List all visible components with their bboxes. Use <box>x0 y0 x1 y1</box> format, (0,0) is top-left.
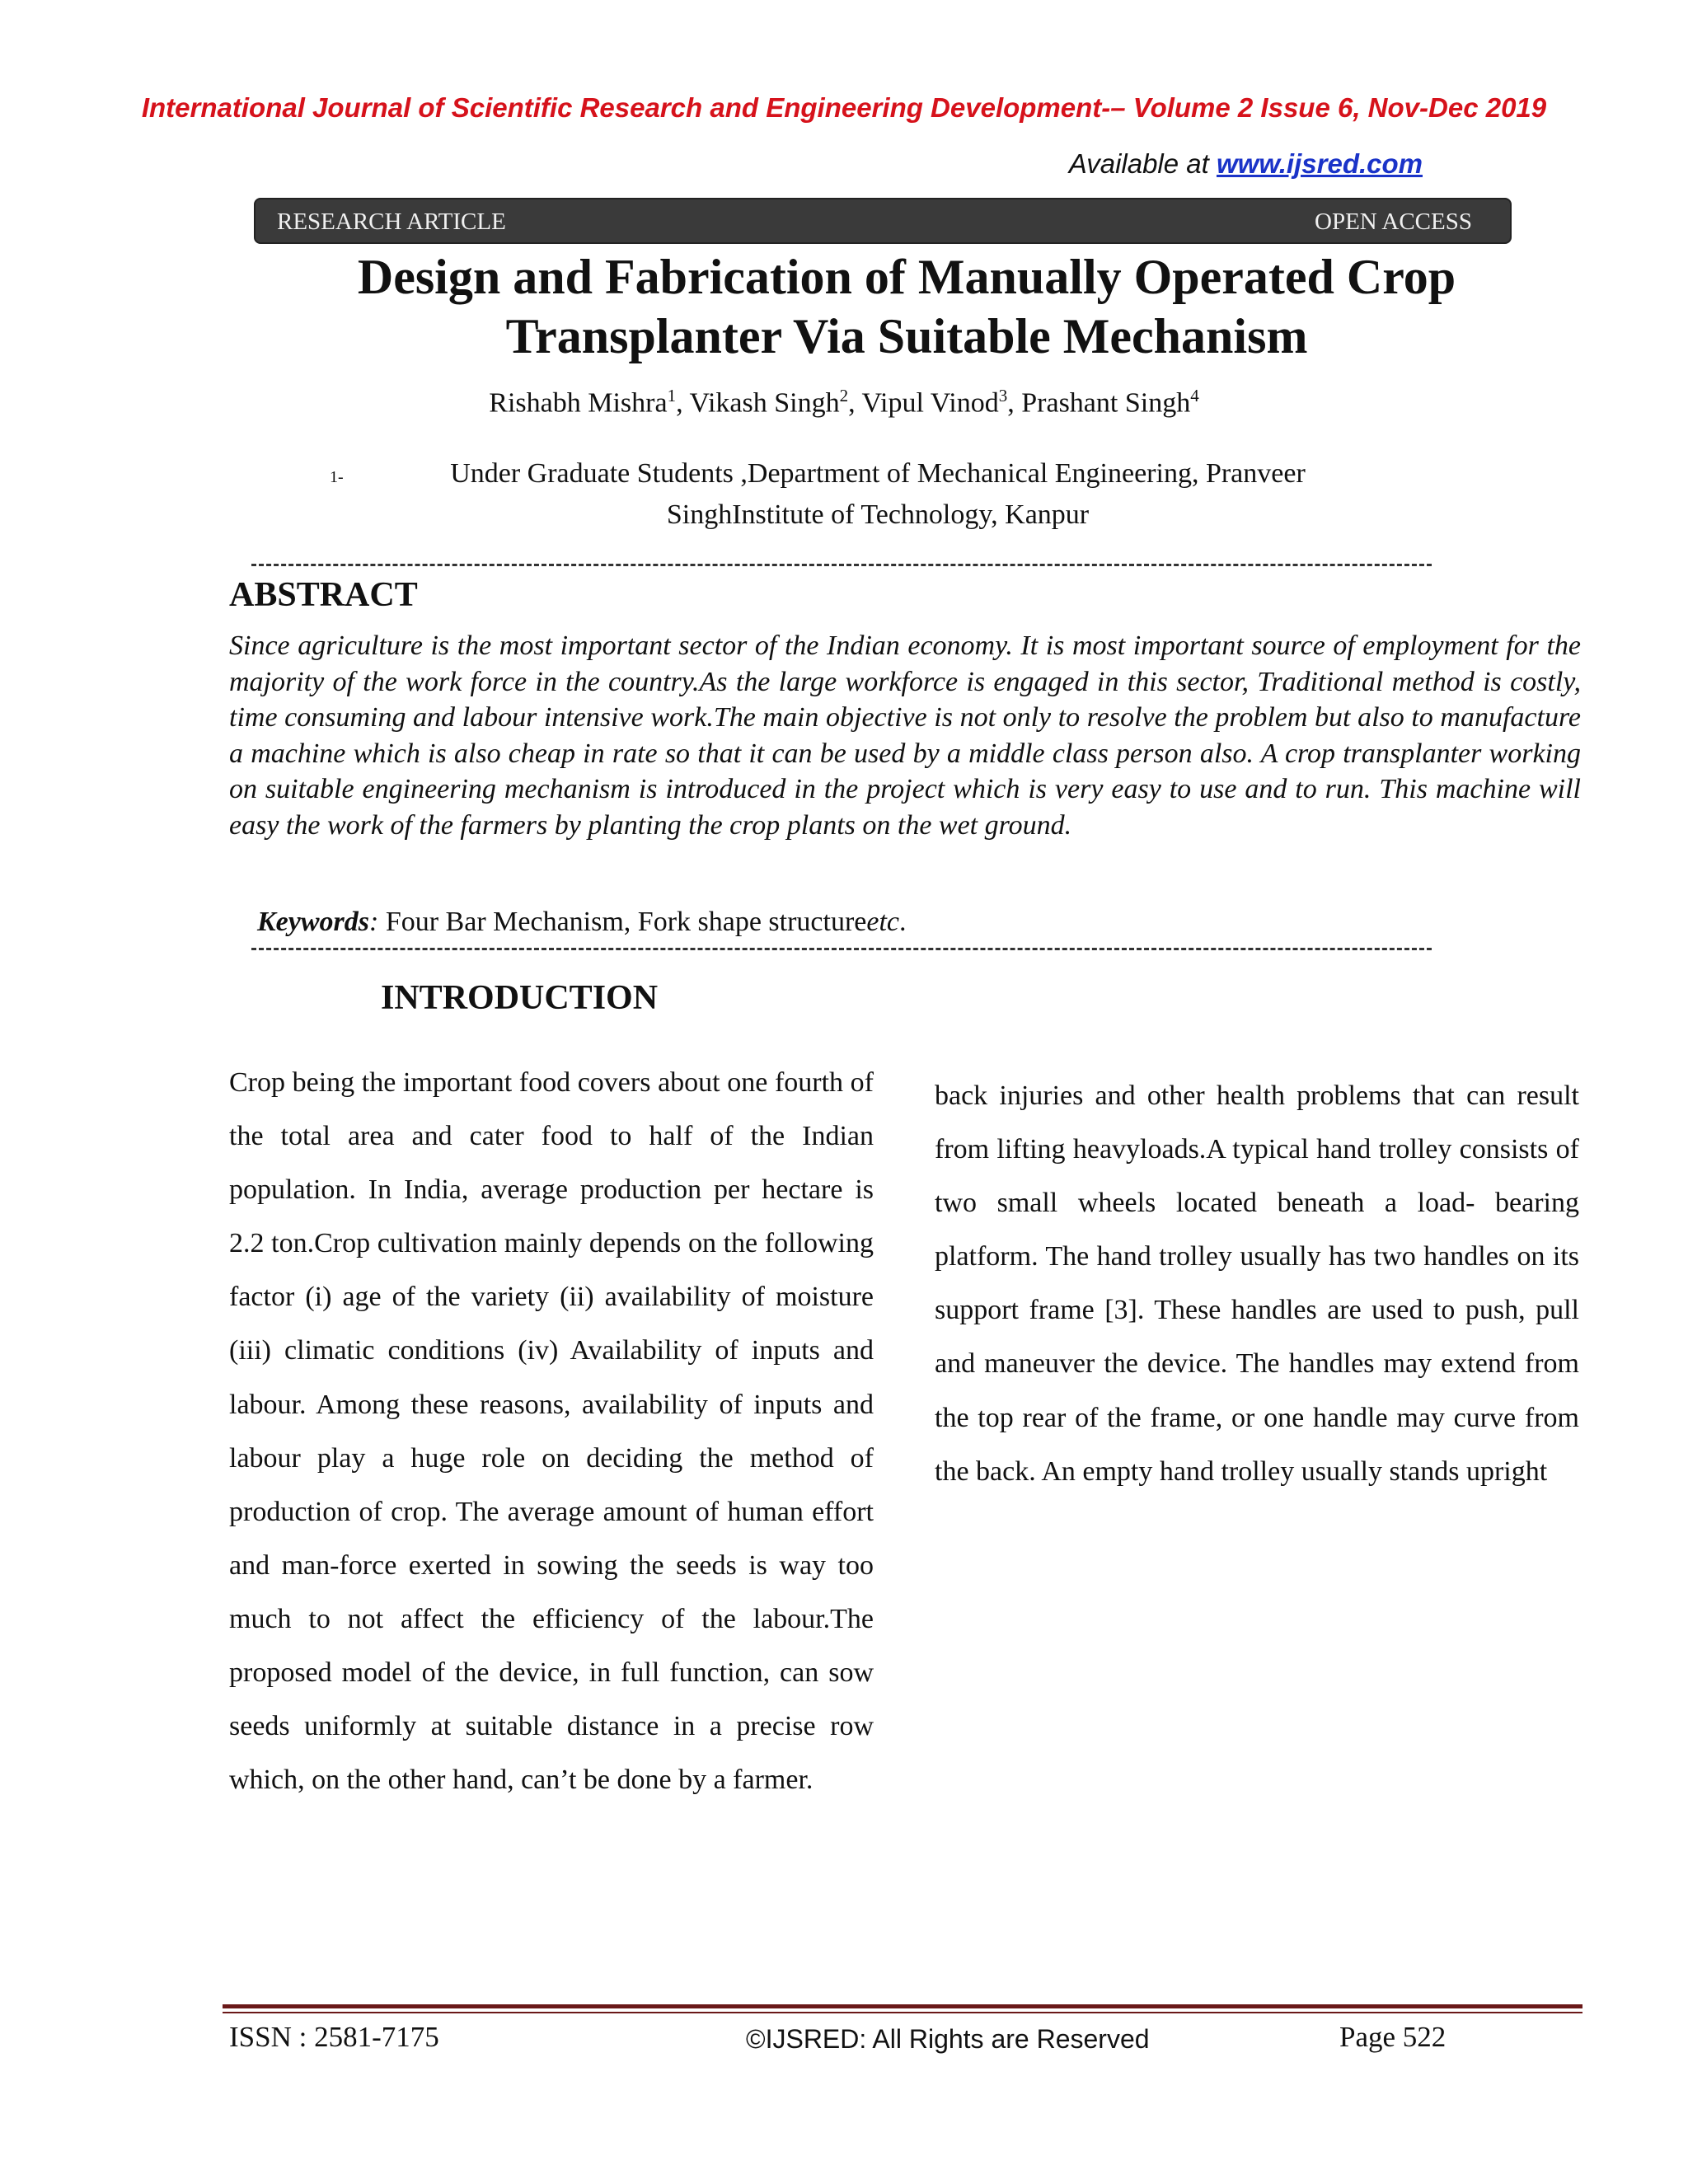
footer-rule <box>223 2012 1582 2013</box>
author-name: Vikash Singh <box>689 387 840 419</box>
article-type-banner <box>254 198 1512 244</box>
journal-header: International Journal of Scientific Research and Engineering Development-– Volume 2 Issue 6, Nov-Dec 2019 <box>141 92 1547 123</box>
author-name: Rishabh Mishra <box>489 387 668 419</box>
author-affiliation-mark: 1 <box>667 386 677 405</box>
keywords-colon: : <box>369 907 379 937</box>
author-affiliation-mark: 2 <box>839 386 849 405</box>
abstract-text: Since agriculture is the most important sector of the Indian economy. It is most important source of employment for the majority of the work force in the country.As the large workforce is engaged in this sector, Traditional method is costly, time consuming and labour intensive work.The main objective is not only to resolve the problem but also to manufacture a machine which is also cheap in rate so that it can be used by a middle class person also. A crop transplanter working on suitable engineering mechanism is introduced in the project which is very easy to use and to run. This machine will easy the work of the farmers by planting the crop plants on the wet ground. <box>229 630 1581 841</box>
journal-website-link[interactable]: www.ijsred.com <box>1216 148 1423 179</box>
footer-rule <box>223 2004 1582 2008</box>
open-access-label: OPEN ACCESS <box>1315 209 1472 235</box>
keywords-etc: etc <box>866 907 900 937</box>
copyright: ©IJSRED: All Rights are Reserved <box>746 2024 1150 2054</box>
dashed-divider <box>251 564 1432 566</box>
introduction-left-column: Crop being the important food covers about one fourth of the total area and cater food to half of the Indian population. In India, average production per hectare is 2.2 ton.Crop cultivation mainly depends on the following factor (i) age of the variety (ii) availability of moisture (iii) climatic conditions (iv) Availability of inputs and labour. Among these reasons, availability of inputs and labour play a huge role on deciding the method of production of crop. The average amount of human effort and man-force exerted in sowing the seeds is way too much to not affect the efficiency of the labour.The proposed model of the device, in full function, can sow seeds uniformly at suitable distance in a precise row which, on the other hand, can’t be done by a farmer. <box>229 1067 874 1796</box>
page-number: Page 522 <box>1339 2021 1447 2053</box>
affiliation-line: Under Graduate Students ,Department of Mechanical Engineering, Pranveer <box>450 458 1306 489</box>
author-affiliation-mark: 3 <box>998 386 1008 405</box>
affiliation <box>371 453 1385 536</box>
introduction-right-column: back injuries and other health problems that can result from lifting heavyloads.A typical hand trolley consists of two small wheels located beneath a load- bearing platform. The hand trolley usually has two handles on its support frame [3]. These handles are used to push, pull and maneuver the device. The handles may extend from the top rear of the frame, or one handle may curve from the back. An empty hand trolley usually stands upright <box>935 1080 1579 1487</box>
keywords-text: Four Bar Mechanism, Fork shape structure <box>378 907 867 937</box>
keywords-end: . <box>899 907 907 937</box>
keywords <box>257 907 907 938</box>
author-list: Rishabh Mishra$^1$, Vikash Singh$^2$, Vipul Vinod$^3$, Prashant Singh$^4$ <box>489 386 1199 419</box>
author-affiliation-mark: 4 <box>1190 386 1199 405</box>
keywords-label: Keywords <box>257 907 369 937</box>
research-article-label: RESEARCH ARTICLE <box>277 209 506 235</box>
paper-title: Design and Fabrication of Manually Operated Crop Transplanter Via Suitable Mechanism <box>357 250 1456 363</box>
dashed-divider <box>251 948 1432 950</box>
affiliation-line: SinghInstitute of Technology, Kanpur <box>666 499 1090 530</box>
author-name: Vipul Vinod <box>861 387 999 419</box>
available-label: Available at <box>1068 148 1217 179</box>
introduction-heading: INTRODUCTION <box>381 979 659 1017</box>
availability-line <box>1069 148 1423 180</box>
issn: ISSN : 2581-7175 <box>229 2021 439 2053</box>
affiliation-number: 1- <box>330 468 344 486</box>
author-name: Prashant Singh <box>1021 387 1191 419</box>
abstract-heading: ABSTRACT <box>229 576 418 614</box>
